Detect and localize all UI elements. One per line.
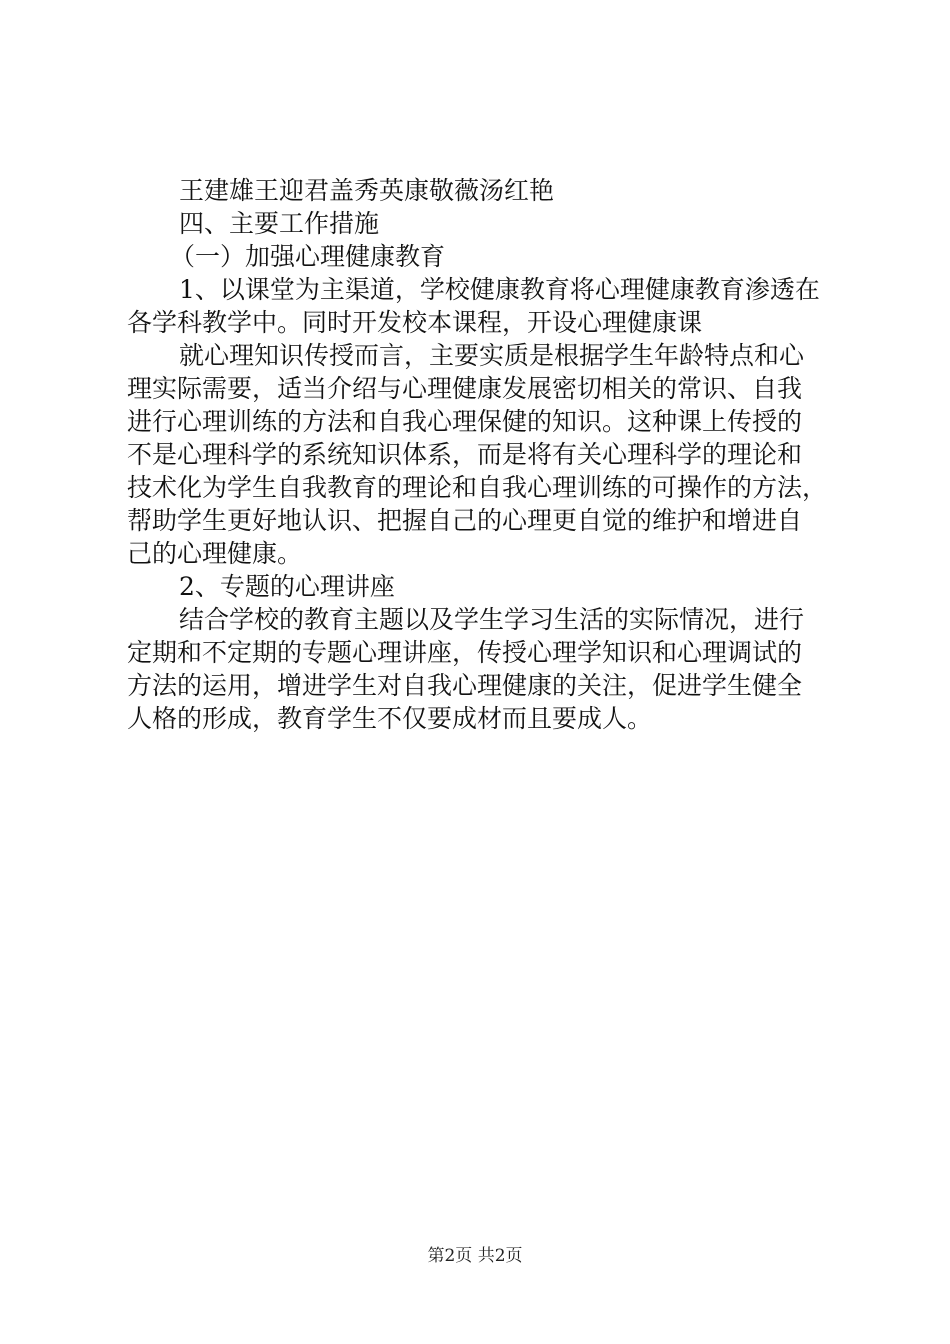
item-heading: 2、专题的心理讲座 [179,572,395,601]
section-heading: 四、主要工作措施 [179,209,380,238]
paragraph-line: 帮助学生更好地认识、把握自己的心理更自觉的维护和增进自 [127,506,803,535]
paragraph-line: 理实际需要，适当介绍与心理健康发展密切相关的常识、自我 [127,374,803,403]
paragraph-line: 就心理知识传授而言，主要实质是根据学生年龄特点和心 [179,341,805,370]
paragraph-line: 人格的形成，教育学生不仅要成材而且要成人。 [127,704,653,733]
paragraph-line: 结合学校的教育主题以及学生学习生活的实际情况，进行 [179,605,805,634]
paragraph-line: 各学科教学中。同时开发校本课程，开设心理健康课 [127,308,703,337]
paragraph-line: 1、以课堂为主渠道，学校健康教育将心理健康教育渗透在 [179,275,820,304]
page-number-footer: 第2页 共2页 [427,1246,523,1266]
paragraph-line: 技术化为学生自我教育的理论和自我心理训练的可操作的方法， [127,473,828,502]
paragraph-line: 不是心理科学的系统知识体系，而是将有关心理科学的理论和 [127,440,803,469]
document-body [127,174,833,735]
paragraph-line: 己的心理健康。 [127,539,303,568]
subsection-heading: （一）加强心理健康教育 [170,242,446,271]
paragraph-line: 定期和不定期的专题心理讲座，传授心理学知识和心理调试的 [127,638,803,667]
paragraph-line: 进行心理训练的方法和自我心理保健的知识。这种课上传授的 [127,407,803,436]
name-list-line: 王建雄王迎君盖秀英康敬薇汤红艳 [179,176,555,205]
paragraph-line: 方法的运用，增进学生对自我心理健康的关注，促进学生健全 [127,671,803,700]
